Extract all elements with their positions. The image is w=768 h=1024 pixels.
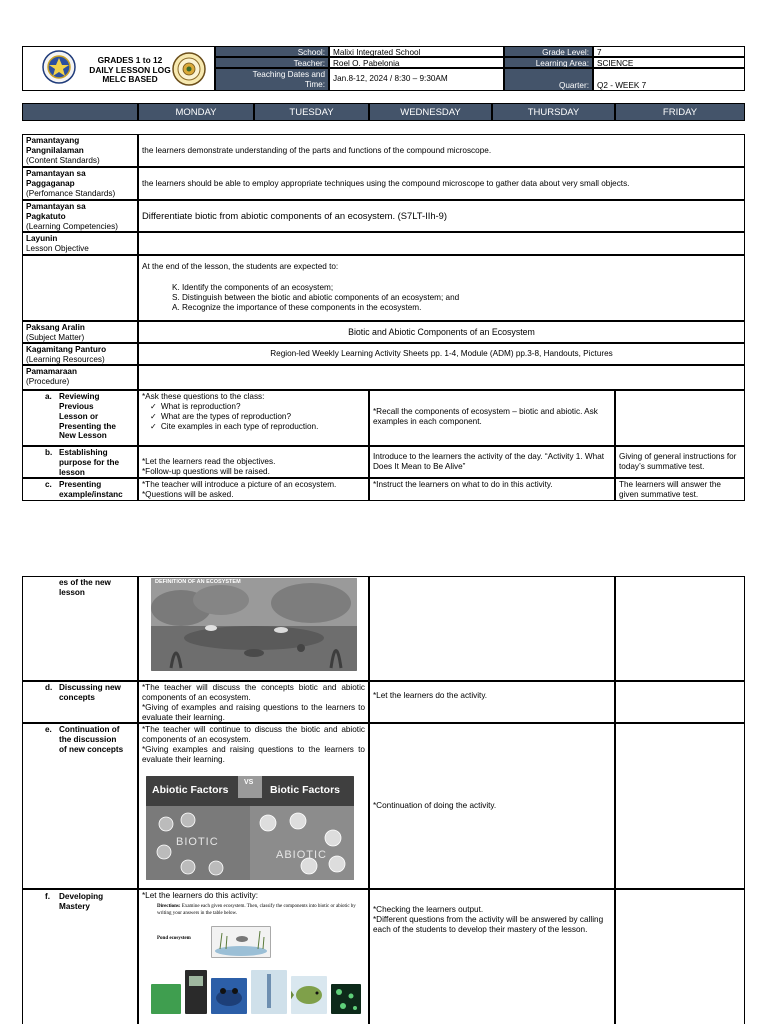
proc-e-wednesday (369, 723, 615, 889)
proc-a-check-3: ✓ Cite examples in each type of reproduction. (142, 422, 365, 432)
subject-label-2: (Subject Matter) (26, 332, 85, 342)
proc-c-monday (138, 478, 369, 501)
proc-d-title (59, 683, 121, 703)
proc-c-title (59, 480, 123, 500)
competencies-text: Differentiate biotic from abiotic components of an ecosystem. (S7LT-IIh-9) (138, 200, 745, 232)
proc-f-label (22, 889, 138, 1024)
proc-d-letter: d. (45, 683, 53, 692)
proc-d-wed-text: *Let the learners do the activity. (373, 691, 488, 700)
objectives-intro: At the end of the lesson, the students are expected to: (142, 262, 339, 271)
algae-picture (151, 984, 181, 1014)
proc-b-mon-2: *Follow-up questions will be raised. (142, 466, 270, 476)
proc-e-letter: e. (45, 725, 52, 734)
teacher-label: Teacher: (215, 57, 329, 68)
pond-ecosystem-picture (211, 926, 271, 958)
proc-a-title-5: New Lesson (59, 431, 107, 441)
proc-c-title-cont (59, 578, 111, 598)
objectives-block (138, 255, 745, 321)
competency-label-3: (Learning Competencies) (26, 221, 118, 231)
proc-b-title-1: Establishing (59, 448, 108, 457)
quarter-value-text: Q2 - WEEK 7 (597, 81, 647, 90)
proc-b-fri-text: Giving of general instructions for today’s summative test. (619, 452, 737, 471)
proc-e-wed-text: *Continuation of doing the activity. (373, 801, 497, 810)
teacher-value: Roel O. Pabelonia (329, 57, 504, 68)
proc-a-title-1: Reviewing (59, 392, 100, 401)
proc-a-title-4: Presenting the (59, 421, 116, 431)
content-std-label-2: Pangnilalaman (26, 145, 84, 155)
proc-b-title-2: purpose for the (59, 457, 120, 467)
performance-standards-label (22, 167, 138, 200)
proc-d-mon-2: *Giving of examples and raising questions to the learners to evaluate their learning. (142, 702, 365, 722)
resources-label-1: Kagamitang Panturo (26, 345, 107, 354)
grade-label: Grade Level: (504, 46, 593, 57)
worksheet-directions (157, 904, 357, 917)
proc-a-check-2: ✓ What are the types of reproduction? (142, 412, 365, 422)
proc-f-letter: f. (45, 892, 51, 901)
proc-e-title-2: the discussion (59, 734, 117, 744)
division-seal-logo (172, 52, 206, 86)
proc-a-letter: a. (45, 392, 52, 401)
ecosystem-illustration (151, 578, 357, 671)
proc-f-title (59, 892, 103, 912)
proc-b-label (22, 446, 138, 478)
performance-standards-text: the learners should be able to employ appropriate techniques using the compound microscope to gather data about very small objects. (138, 167, 745, 200)
day-thursday: THURSDAY (492, 103, 615, 121)
subject-matter-text: Biotic and Abiotic Components of an Ecosystem (138, 321, 745, 343)
objective-label (22, 232, 138, 255)
proc-b-friday (615, 446, 745, 478)
proc-e-title-3: of new concepts (59, 744, 124, 754)
dates-label-line-2: Time: (304, 79, 325, 89)
word-abiotic: ABIOTIC (276, 849, 328, 861)
content-standards-text: the learners demonstrate understanding of the parts and functions of the compound microscope. (138, 134, 745, 167)
dates-label-line-1: Teaching Dates and (252, 70, 325, 79)
frog-illustration (211, 978, 247, 1014)
proc-a-label (22, 390, 138, 446)
proc-a-check-1: ✓ What is reproduction? (142, 402, 365, 412)
proc-c-wednesday-cont (369, 576, 615, 681)
banner-abiotic-factors: Abiotic Factors (152, 784, 229, 796)
proc-a-wed-text: *Recall the components of ecosystem – biotic and abiotic. Ask examples in each component. (373, 407, 598, 426)
banner-biotic-factors: Biotic Factors (270, 784, 341, 796)
thermometer-bar (267, 974, 271, 1008)
day-tuesday: TUESDAY (254, 103, 369, 121)
ecosystem-picture-caption: DEFINITION OF AN ECOSYSTEM (155, 579, 241, 585)
temperature-picture (251, 970, 287, 1014)
proc-d-title-1: Discussing new (59, 683, 121, 692)
proc-f-mon-text: *Let the learners do this activity: (142, 891, 259, 900)
amphibian-picture (211, 978, 247, 1014)
proc-b-wed-text: Introduce to the learners the activity of the day. “Activity 1. What Does It Mean to Be Alive” (373, 452, 605, 471)
content-std-label-3: (Content Standards) (26, 155, 100, 165)
perf-std-label-3: (Perfomance Standards) (26, 188, 116, 198)
proc-e-mon-2: *Giving examples and raising questions to the learners to evaluate their learning. (142, 744, 365, 764)
abiotic-vs-biotic-picture (146, 776, 354, 880)
worksheet-pond-label: Pond ecosystem (157, 936, 191, 941)
phytoplankton-picture (331, 984, 361, 1014)
resources-label (22, 343, 138, 365)
quarter-value (593, 68, 745, 91)
banner-vs: VS (244, 779, 254, 786)
fish-illustration (291, 976, 327, 1014)
proc-b-monday (138, 446, 369, 478)
proc-f-title-1: Developing (59, 892, 104, 901)
proc-c-mon-1: *The teacher will introduce a picture of an ecosystem. (142, 480, 337, 489)
title-line-1: GRADES 1 to 12 (97, 55, 163, 65)
area-value: SCIENCE (593, 57, 745, 68)
proc-c-title-1: Presenting (59, 480, 102, 489)
dates-label (215, 68, 329, 91)
quarter-label-text: Quarter: (558, 81, 589, 90)
proc-c-title-2: example/instanc (59, 489, 123, 499)
procedure-label-1: Pamamaraan (26, 367, 77, 376)
proc-b-title (59, 448, 119, 478)
proc-f-wed-2: *Different questions from the activity will be answered by calling each of the students to develop their mastery of the lesson. (373, 914, 604, 934)
objective-attitude: A. Recognize the importance of these components in the ecosystem. (172, 302, 422, 312)
proc-c-friday-cont (615, 576, 745, 681)
proc-e-monday (138, 723, 369, 889)
proc-c-label (22, 478, 138, 501)
proc-b-wednesday (369, 446, 615, 478)
school-value: Malixi Integrated School (329, 46, 504, 57)
word-biotic: BIOTIC (176, 836, 219, 848)
proc-f-title-2: Mastery (59, 901, 90, 911)
deped-seal-logo (42, 50, 76, 84)
objective-label-2: Lesson Objective (26, 243, 89, 253)
proc-f-friday (615, 889, 745, 1024)
proc-d-monday (138, 681, 369, 723)
competency-label-1: Pamantayan sa (26, 202, 86, 211)
proc-a-monday (138, 390, 369, 446)
proc-c-title-cont-1: es of the new (59, 578, 111, 587)
area-label: Learning Area: (504, 57, 593, 68)
worksheet-directions-text: Examine each given ecosystem. Then, classify the components into biotic or abiotic by writing your answers in the table below. (157, 904, 356, 916)
proc-a-wednesday (369, 390, 615, 446)
grade-value: 7 (593, 46, 745, 57)
objective-knowledge: K. Identify the components of an ecosystem; (172, 282, 334, 292)
proc-c-title-cont-2: lesson (59, 587, 85, 597)
proc-c-friday (615, 478, 745, 501)
procedure-blank (138, 365, 745, 390)
plankton-illustration (331, 984, 361, 1014)
oxygen-meter-screen (189, 976, 203, 986)
proc-a-friday (615, 390, 745, 446)
school-label: School: (215, 46, 329, 57)
perf-std-label-1: Pamantayan sa (26, 169, 86, 178)
subject-matter-label (22, 321, 138, 343)
proc-d-title-2: concepts (59, 692, 95, 702)
proc-a-title-2: Previous (59, 401, 94, 411)
resources-text: Region-led Weekly Learning Activity Sheets pp. 1-4, Module (ADM) pp.3-8, Handouts, Pictures (138, 343, 745, 365)
ecosystem-picture (151, 578, 357, 671)
proc-c-label-cont (22, 576, 138, 681)
proc-e-title-1: Continuation of (59, 725, 120, 734)
title-line-2: DAILY LESSON LOG (89, 64, 171, 75)
title-line-3: MELC BASED (102, 74, 158, 85)
objective-blank (138, 232, 745, 255)
day-monday: MONDAY (138, 103, 254, 121)
objective-label-1: Layunin (26, 234, 58, 243)
dll-title (78, 56, 182, 85)
proc-b-letter: b. (45, 448, 53, 457)
resources-label-2: (Learning Resources) (26, 354, 105, 364)
proc-d-label (22, 681, 138, 723)
day-friday: FRIDAY (615, 103, 745, 121)
worksheet-directions-title: Directions: (157, 904, 181, 909)
content-standards-label (22, 134, 138, 167)
proc-e-label (22, 723, 138, 889)
procedure-label-2: (Procedure) (26, 376, 70, 386)
objectives-blank-label (22, 255, 138, 321)
oxygen-meter-picture (185, 970, 207, 1014)
proc-c-letter: c. (45, 480, 52, 489)
proc-e-mon-1: *The teacher will continue to discuss the biotic and abiotic components of an ecosystem. (142, 725, 365, 744)
subject-label-1: Paksang Aralin (26, 323, 85, 332)
proc-a-title-3: Lesson or (59, 411, 99, 421)
perf-std-label-2: Paggaganap (26, 178, 75, 188)
dates-value: Jan.8-12, 2024 / 8:30 – 9:30AM (329, 68, 504, 91)
days-blank-cell (22, 103, 138, 121)
proc-b-mon-1: *Let the learners read the objectives. (142, 457, 276, 466)
proc-c-monday-cont (138, 576, 369, 681)
proc-e-title (59, 725, 123, 755)
proc-a-title (59, 392, 116, 441)
proc-f-wednesday (369, 889, 615, 1024)
proc-b-title-3: lesson (59, 467, 85, 477)
competencies-label (22, 200, 138, 232)
content-std-label-1: Pamantayang (26, 136, 80, 145)
competency-label-2: Pagkatuto (26, 211, 66, 221)
day-wednesday: WEDNESDAY (369, 103, 492, 121)
proc-c-mon-2: *Questions will be asked. (142, 489, 234, 499)
proc-d-wednesday (369, 681, 615, 723)
fish-picture (291, 976, 327, 1014)
pond-illustration (212, 927, 270, 957)
objective-skill: S. Distinguish between the biotic and abiotic components of an ecosystem; and (172, 292, 460, 302)
procedure-label (22, 365, 138, 390)
proc-c-fri-text: The learners will answer the given summative test. (619, 480, 721, 499)
proc-d-friday (615, 681, 745, 723)
proc-f-wed-1: *Checking the learners output. (373, 905, 484, 914)
proc-d-mon-1: *The teacher will discuss the concepts biotic and abiotic components of an ecosystem. (142, 683, 365, 702)
quarter-label (504, 68, 593, 91)
proc-e-friday (615, 723, 745, 889)
proc-c-wednesday (369, 478, 615, 501)
proc-f-monday (138, 889, 369, 1024)
proc-a-mon-intro: *Ask these questions to the class: (142, 392, 265, 401)
proc-c-wed-text: *Instruct the learners on what to do in this activity. (373, 480, 553, 489)
